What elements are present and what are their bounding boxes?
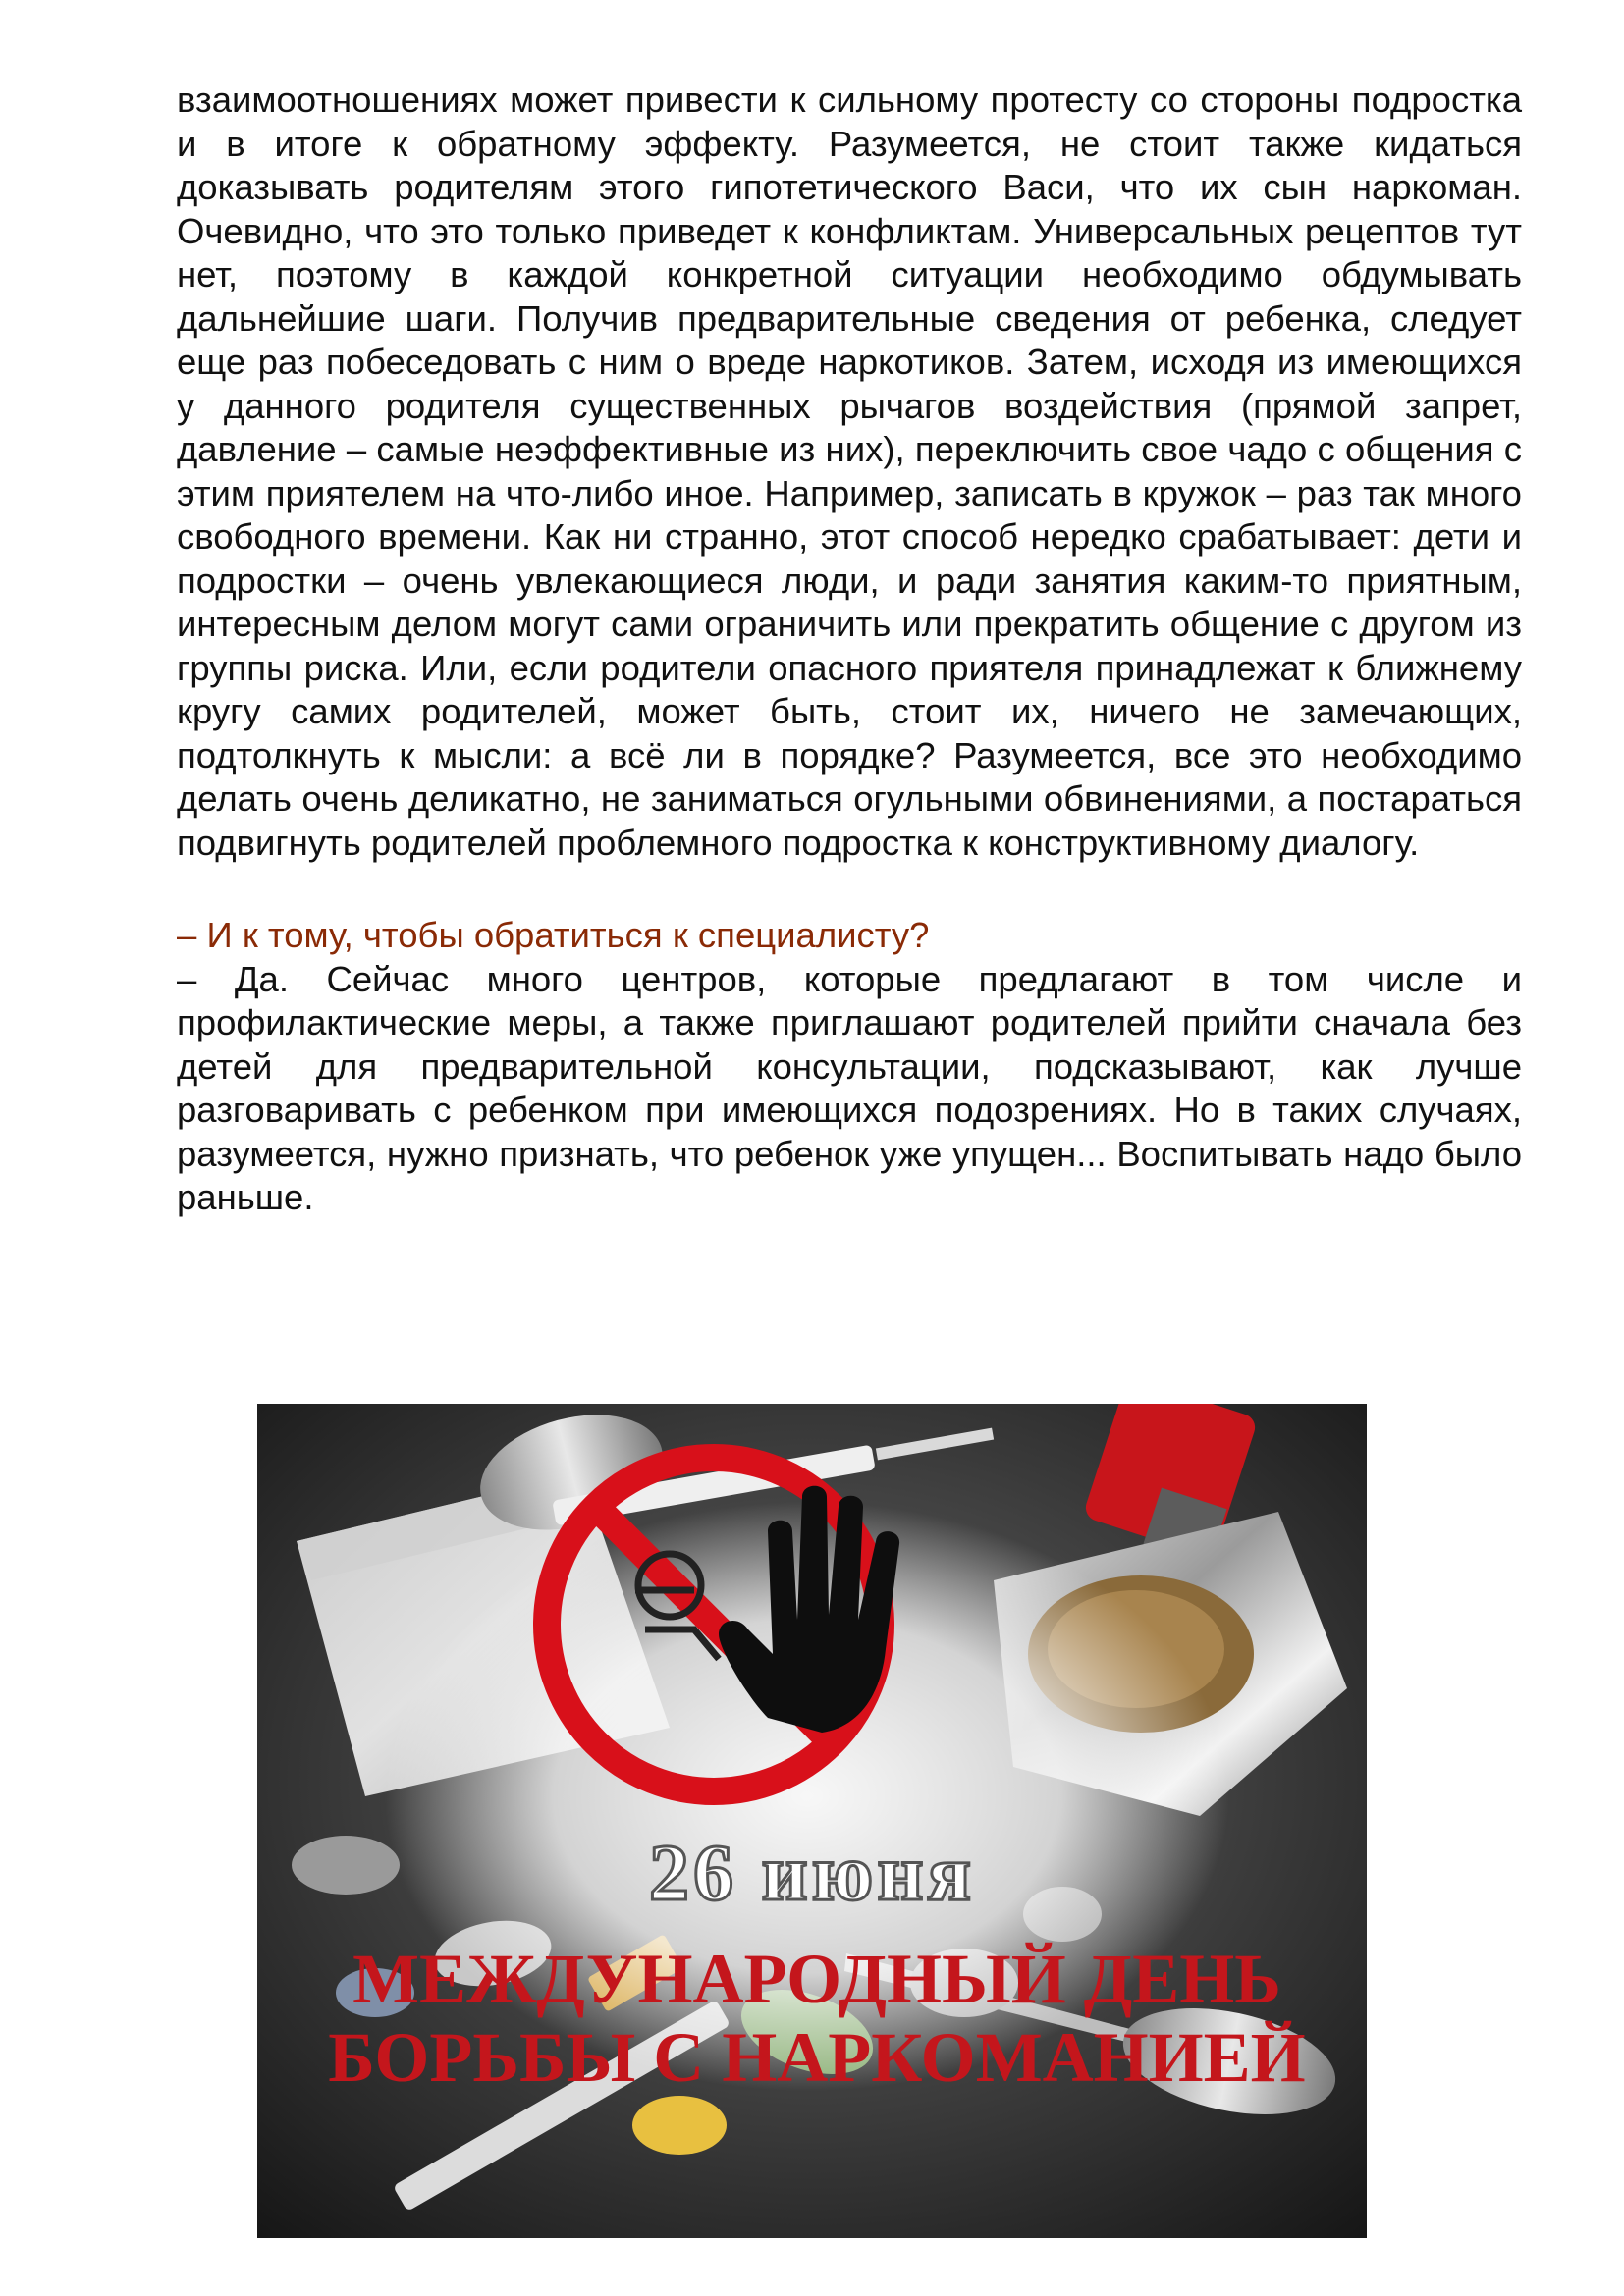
- poster-date: 26 июня: [648, 1828, 976, 1917]
- poster-title-line1: МЕЖДУНАРОДНЫЙ ДЕНЬ: [352, 1940, 1281, 2018]
- article: [177, 79, 1522, 1220]
- interview-question: – И к тому, чтобы обратиться к специалисту?: [177, 915, 930, 955]
- article-paragraph: взаимоотношениях может привести к сильному протесту со стороны подростка и в итоге к обратному эффекту. Разумеется, не стоит также кидаться доказывать родителям этого гипотетического Васи, что их сын наркоман. Очевидно, что это только приведет к конфликтам. Универсальных рецептов тут нет, поэтому в каждой конкретной ситуации необходимо обдумывать дальнейшие шаги. Получив предварительные сведения от ребенка, следует еще раз побеседовать с ним о вреде наркотиков. Затем, исходя из имеющихся у данного родителя существенных рычагов воздействия (прямой запрет, давление – самые неэффективные из них), переключить свое чадо с общения с этим приятелем на что-либо иное. Например, записать в кружок – раз так много свободного времени. Как ни странно, этот способ нередко срабатывает: дети и подростки – очень увлекающиеся люди, и ради занятия каким-то приятным, интересным делом могут сами ограничить или прекратить общение с другом из группы риска. Или, если родители опасного приятеля принадлежат к ближнему кругу самих родителей, может быть, стоит их, ничего не замечающих, подтолкнуть к мысли: а всё ли в порядке? Разумеется, все это необходимо делать очень деликатно, не заниматься огульными обвинениями, а постараться подвигнуть родителей проблемного подростка к конструктивному диалогу.: [177, 80, 1522, 863]
- anti-drug-poster: [257, 1404, 1367, 2238]
- poster-title-line2: БОРЬБЫ С НАРКОМАНИЕЙ: [328, 2018, 1306, 2097]
- interview-answer: – Да. Сейчас много центров, которые предлагают в том числе и профилактические меры, а также приглашают родителей прийти сначала без детей для предварительной консультации, подсказывают, как лучше разговаривать с ребенком при имеющихся подозрениях. Но в таких случаях, разумеется, нужно признать, что ребенок уже упущен... Воспитывать надо было раньше.: [177, 958, 1522, 1217]
